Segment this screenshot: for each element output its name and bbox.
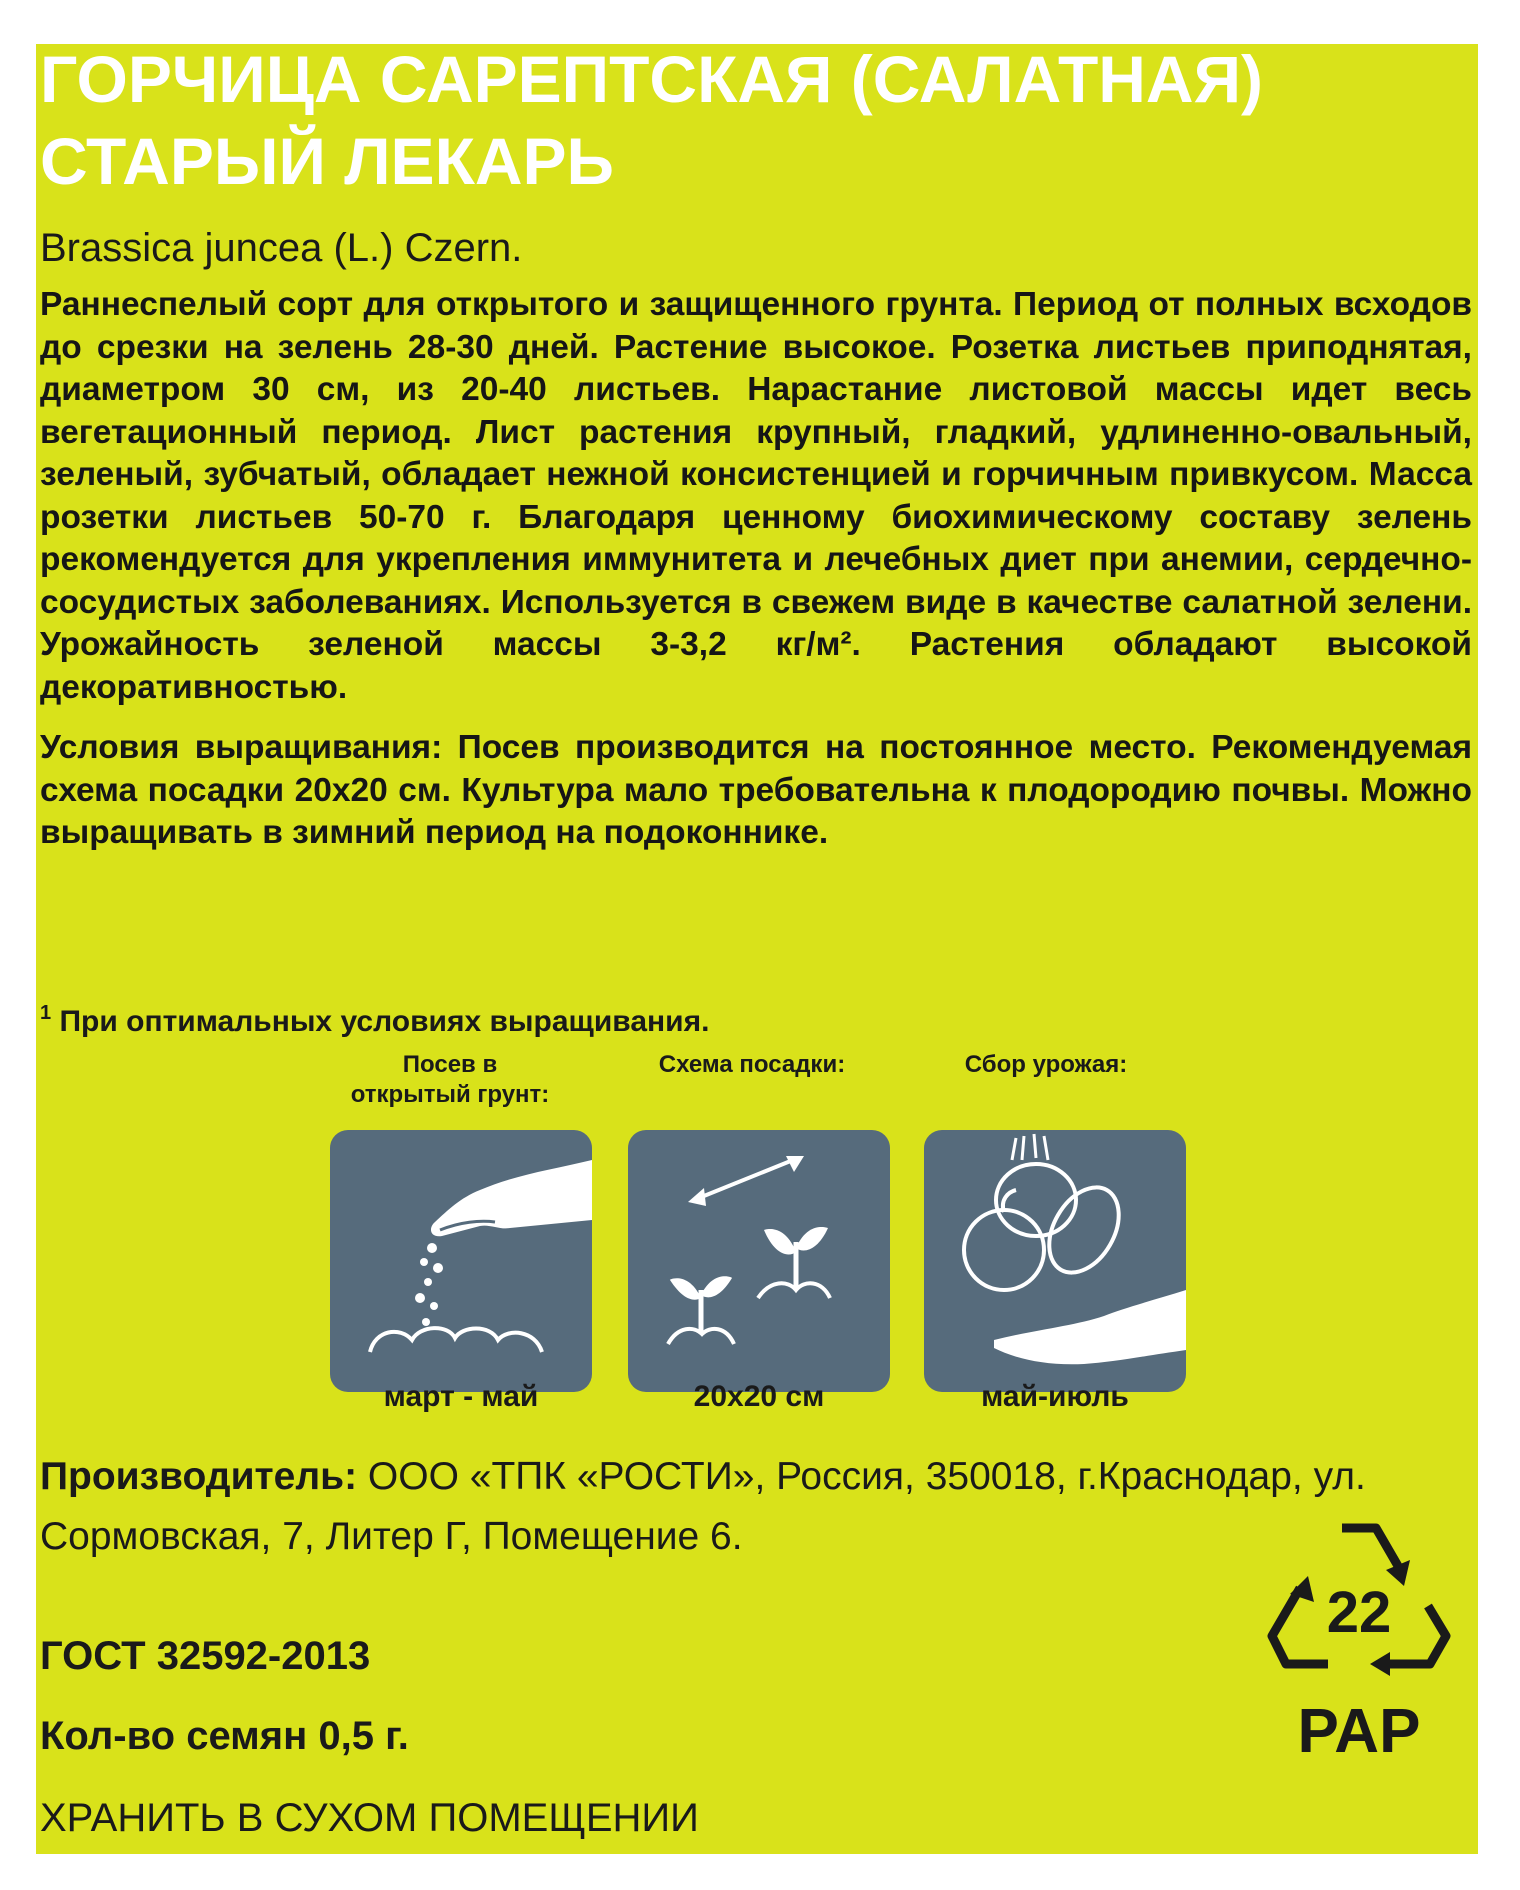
latin-name: Brassica juncea (L.) Czern.: [40, 226, 523, 270]
storage-instruction: ХРАНИТЬ В СУХОМ ПОМЕЩЕНИИ: [40, 1796, 699, 1840]
conditions-label: Условия выращивания:: [40, 729, 443, 766]
recycling-arrows-icon: [1264, 1514, 1454, 1774]
icon-caption-line2: Сбор урожая:: [964, 1051, 1128, 1078]
icon-caption-sowing: [320, 1050, 580, 1110]
icon-caption-line2: Схема посадки:: [658, 1051, 846, 1078]
gost-standard: ГОСТ 32592-2013: [40, 1634, 371, 1678]
recycle-code: PAP: [1297, 1697, 1421, 1766]
description-block: [40, 284, 1472, 855]
conditions-paragraph: [40, 727, 1472, 855]
icon-label-harvest: май-июль: [981, 1380, 1129, 1413]
product-title-line2: СТАРЫЙ ЛЕКАРЬ: [40, 124, 614, 198]
footnote-text: При оптимальных условиях выращивания.: [59, 1005, 710, 1038]
icon-caption-line1: Посев в: [402, 1051, 498, 1078]
description-text: Раннеспелый сорт для открытого и защищенного грунта. Период от полных всходов до срезки на зелень 28-30 дней. Растение высокое. Розетка листьев приподнятая, диаметром 30 см, из 20-40 листьев. Нарастание листовой массы идет весь вегетационный период. Лист растения крупный, гладкий, удлиненно-овальный, зеленый, зубчатый, обладает нежной консистенцией и горчичным привкусом. Масса розетки листьев 50-70 г. Благодаря ценному биохимическому составу зелень рекомендуется для укрепления иммунитета и лечебных диет при анемии, сердечно-сосудистых заболеваниях. Используется в свежем виде в качестве салатной зелени. Урожайность зеленой массы 3-3,2 кг/м². Растения обладают высокой декоративностью.: [40, 286, 1472, 706]
recycle-number: 22: [1326, 1580, 1392, 1645]
icon-caption-scheme: [622, 1050, 882, 1080]
product-title-line1: ГОРЧИЦА САРЕПТСКАЯ (САЛАТНАЯ): [40, 42, 1263, 116]
icon-label-scheme: 20х20 см: [693, 1380, 825, 1413]
planting-scheme-icon: [628, 1130, 890, 1392]
icon-caption-line2: открытый грунт:: [350, 1081, 550, 1108]
producer-text: ООО «ТПК «РОСТИ», Россия, 350018, г.Краснодар, ул. Сормовская, 7, Литер Г, Помещение 6.: [40, 1455, 1366, 1558]
conditions-text: Посев производится на постоянное место. Рекомендуемая схема посадки 20х20 см. Культура мало требовательна к плодородию почвы. Можно выращивать в зимний период на подоконнике.: [40, 729, 1473, 851]
icon-caption-harvest: [916, 1050, 1176, 1080]
label-panel: [36, 44, 1478, 1854]
sowing-hand-icon: [330, 1130, 592, 1392]
producer-label: Производитель:: [40, 1455, 358, 1498]
icon-label-sowing: март - май: [383, 1380, 539, 1413]
harvest-hand-icon: [924, 1130, 1186, 1392]
seed-quantity: Кол-во семян 0,5 г.: [40, 1714, 409, 1758]
footnote-mark: 1: [40, 1002, 52, 1024]
footnote: [40, 1002, 709, 1039]
